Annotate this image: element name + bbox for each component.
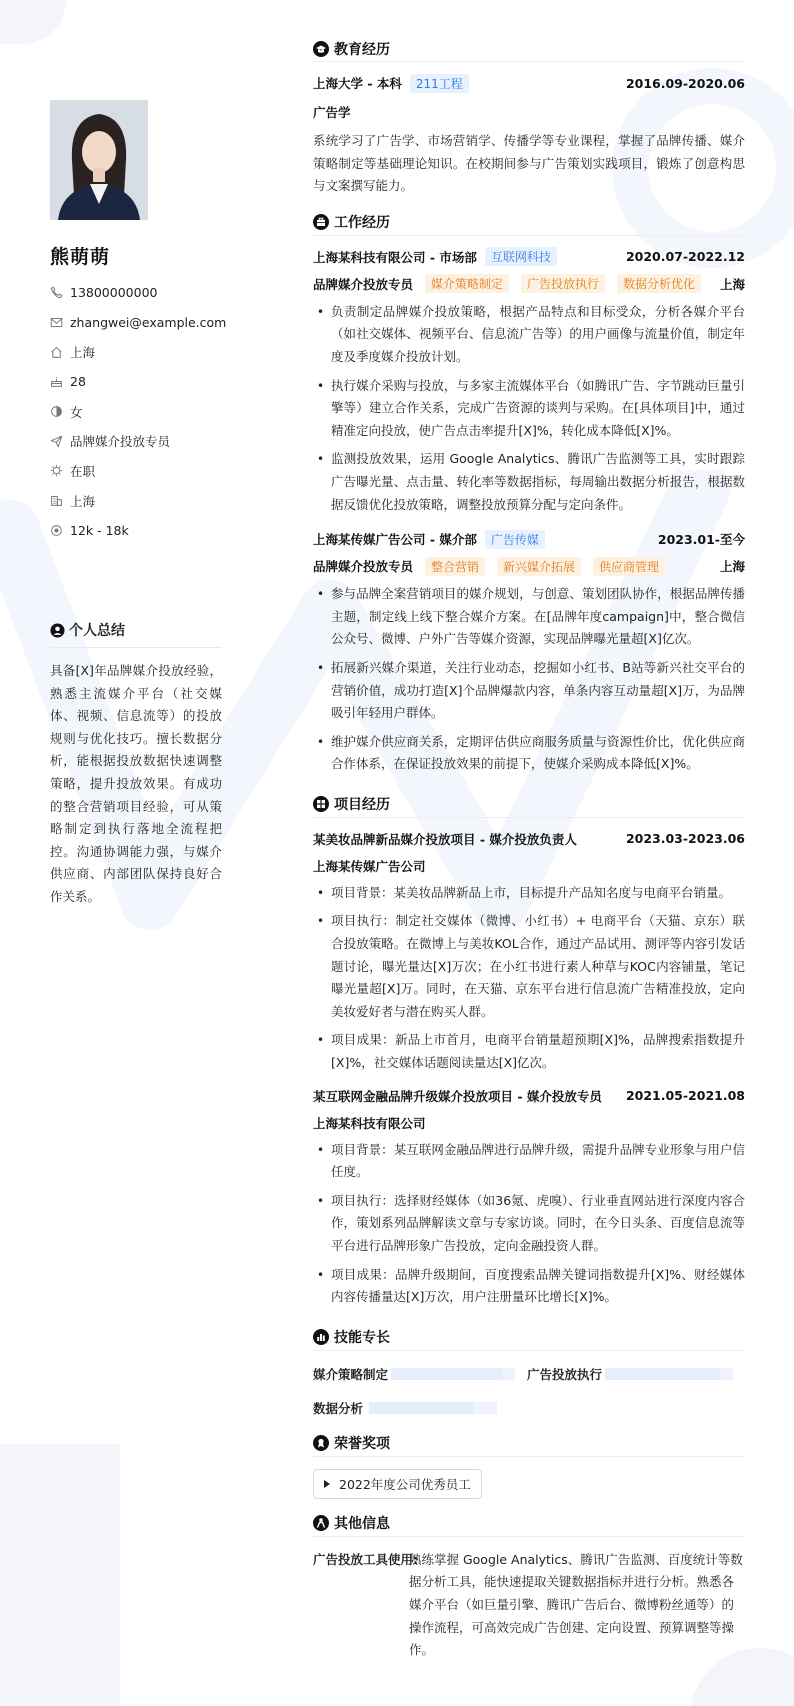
status-text: 在职 — [70, 463, 96, 479]
graduation-cap-icon — [313, 41, 329, 57]
company-tag: 广告传媒 — [485, 530, 545, 549]
education-row — [313, 72, 745, 94]
education-section — [313, 38, 745, 198]
info-city — [50, 486, 222, 516]
school-tag: 211工程 — [410, 74, 469, 93]
role-name: 品牌媒介投放专员 — [313, 276, 414, 292]
work-city: 上海 — [719, 559, 745, 575]
list-item: • 项目背景：某美妆品牌新品上市，目标提升产品知名度与电商平台销量。 — [313, 882, 745, 905]
other-label: 广告投放工具使用: — [313, 1551, 418, 1567]
project-bullets — [313, 1139, 745, 1309]
work-bullets — [313, 583, 745, 776]
list-item: • 监测投放效果，运用 Google Analytics、腾讯广告监测等工具，实时跟踪广告曝光量、点击量、转化率等数据指标，每周输出数据分析报告，根据数据反馈优化投放策略，调整投放预算分配与定向条件。 — [313, 448, 745, 516]
cake-icon — [50, 375, 63, 388]
work-heading — [313, 212, 745, 236]
salary-icon — [50, 524, 63, 537]
work-date: 2023.01-至今 — [657, 532, 745, 548]
job-target-text: 品牌媒介投放专员 — [70, 434, 171, 450]
info-gender — [50, 397, 222, 427]
work-date: 2020.07-2022.12 — [625, 249, 745, 265]
bar-chart-icon — [313, 1329, 329, 1345]
school-name: 上海大学 - 本科 — [313, 76, 402, 91]
work-role-row — [313, 273, 745, 295]
awards-section — [313, 1433, 745, 1499]
list-item: • 拓展新兴媒介渠道，关注行业动态，挖掘如小红书、B站等新兴社交平台的营销价值，成功打造[X]个品牌爆款内容，单条内容互动量超[X]万，为品牌吸引年轻用户群体。 — [313, 657, 745, 725]
project-row — [313, 1085, 745, 1107]
skills-section — [313, 1327, 745, 1419]
projects-section — [313, 794, 745, 1309]
skills-heading — [313, 1327, 745, 1351]
education-heading — [313, 38, 745, 62]
skills-row — [313, 1397, 745, 1419]
other-section — [313, 1513, 745, 1662]
other-heading — [313, 1513, 745, 1537]
skill-tag: 整合营销 — [425, 557, 485, 576]
company-name: 上海某传媒广告公司 - 媒介部 — [313, 532, 477, 548]
user-icon — [50, 623, 65, 638]
other-row — [313, 1549, 745, 1662]
awards-title: 荣誉奖项 — [334, 1436, 390, 1453]
project-row — [313, 828, 745, 850]
skills-row — [313, 1363, 745, 1385]
work-company-row — [313, 246, 745, 268]
list-item: • 项目成果：品牌升级期间，百度搜索品牌关键词指数提升[X]%、财经媒体内容传播量达[X]万次，用户注册量环比增长[X]%。 — [313, 1264, 745, 1309]
person-icon — [313, 1515, 329, 1531]
skill-name: 广告投放执行 — [527, 1366, 603, 1382]
company-name: 上海某科技有限公司 - 市场部 — [313, 249, 477, 265]
list-item: • 项目背景：某互联网金融品牌进行品牌升级，需提升品牌专业形象与用户信任度。 — [313, 1139, 745, 1184]
phone-icon — [50, 286, 63, 299]
briefcase-icon — [313, 214, 329, 230]
salary-text: 12k - 18k — [70, 522, 129, 538]
work-bullets — [313, 301, 745, 516]
award-item[interactable] — [313, 1469, 482, 1499]
project-org: 上海某传媒广告公司 — [313, 858, 426, 874]
work-role-row — [313, 555, 745, 577]
gender-text: 女 — [70, 404, 83, 420]
location-text: 上海 — [70, 345, 96, 361]
work-company-row — [313, 528, 745, 550]
award-icon — [313, 1435, 329, 1451]
awards-heading — [313, 1433, 745, 1457]
list-item: • 负责制定品牌媒介投放策略，根据产品特点和目标受众，分析各媒介平台（如社交媒体、视频平台、信息流广告等）的用户画像与流量价值，制定年度及季度媒介投放计划。 — [313, 301, 745, 369]
triangle-right-icon — [324, 1480, 330, 1488]
list-item: • 维护媒介供应商关系，定期评估供应商服务质量与资源性价比，优化供应商合作体系，在保证投放效果的前提下，使媒介采购成本降低[X]%。 — [313, 731, 745, 776]
list-item: • 参与品牌全案营销项目的媒介规划，与创意、策划团队协作，根据品牌传播主题，制定线上线下整合媒介方案。在[品牌年度campaign]中，整合微信公众号、微博、户外广告等媒介资源，实现品牌曝光量超[X]亿次。 — [313, 583, 745, 651]
phone-text: 13800000000 — [70, 285, 158, 301]
background-decoration — [0, 0, 66, 44]
skill-name: 数据分析 — [313, 1400, 364, 1416]
work-section — [313, 212, 745, 776]
project-name: 某美妆品牌新品媒介投放项目 - 媒介投放负责人 — [313, 831, 577, 847]
education-title: 教育经历 — [334, 41, 390, 58]
avatar — [50, 100, 148, 220]
skill-name: 媒介策略制定 — [313, 1366, 389, 1382]
skill-level-bar — [605, 1368, 733, 1380]
projects-heading — [313, 794, 745, 818]
skill-item — [313, 1399, 527, 1417]
list-item: • 项目执行：制定社交媒体（微博、小红书）+ 电商平台（天猫、京东）联合投放策略。在微博上与美妆KOL合作，通过产品试用、测评等内容引发话题讨论，曝光量达[X]万次；在小红书进行素人种草与KOC内容铺量，笔记曝光量超[X]万。同时，在天猫、京东平台进行信息流广告精准投放，定向美妆爱好者与潜在购买人群。 — [313, 910, 745, 1023]
education-desc: 系统学习了广告学、市场营销学、传播学等专业课程，掌握了品牌传播、媒介策略制定等基础理论知识。在校期间参与广告策划实践项目，锻炼了创意构思与文案撰写能力。 — [313, 133, 745, 194]
skill-tag: 广告投放执行 — [521, 274, 605, 293]
summary-heading — [50, 620, 222, 648]
sidebar — [50, 100, 227, 904]
skill-level-fill — [369, 1402, 474, 1414]
info-email — [50, 308, 227, 338]
home-icon — [50, 346, 63, 359]
info-location — [50, 337, 222, 367]
status-icon — [50, 464, 63, 477]
gender-icon — [50, 405, 63, 418]
info-age — [50, 367, 222, 397]
project-item — [313, 1085, 745, 1309]
skill-tag: 新兴媒介拓展 — [497, 557, 581, 576]
skill-level-fill — [391, 1368, 503, 1380]
summary-title: 个人总结 — [69, 623, 125, 639]
grid-icon — [313, 796, 329, 812]
info-status — [50, 456, 222, 486]
project-date: 2023.03-2023.06 — [625, 831, 745, 847]
list-item: • 项目成果：新品上市首月，电商平台销量超预期[X]%，品牌搜索指数提升[X]%，社交媒体话题阅读量达[X]亿次。 — [313, 1029, 745, 1074]
contact-info — [50, 278, 227, 545]
main-content — [313, 38, 745, 1662]
other-text: 熟练掌握 Google Analytics、腾讯广告监测、百度统计等数据分析工具，能快速提取关键数据指标并进行分析。熟悉各媒介平台（如巨量引擎、腾讯广告后台、微博粉丝通等）的操作流程，可高效完成广告创建、定向设置、预算调整等操作。 — [409, 1551, 743, 1658]
info-phone — [50, 278, 222, 308]
work-item — [313, 246, 745, 516]
list-item: • 项目执行：选择财经媒体（如36氪、虎嗅）、行业垂直网站进行深度内容合作，策划系列品牌解读文章与专家访谈。同时，在今日头条、百度信息流等平台进行品牌形象广告投放，定向金融投资人群。 — [313, 1190, 745, 1258]
skills-title: 技能专长 — [334, 1330, 390, 1347]
send-icon — [50, 435, 63, 448]
skill-tag: 媒介策略制定 — [425, 274, 509, 293]
project-date: 2021.05-2021.08 — [625, 1088, 745, 1104]
skill-level-bar — [391, 1368, 515, 1380]
company-tag: 互联网科技 — [485, 247, 557, 266]
award-label: 2022年度公司优秀员工 — [339, 1476, 471, 1492]
work-title: 工作经历 — [334, 215, 390, 232]
project-name: 某互联网金融品牌升级媒介投放项目 - 媒介投放专员 — [313, 1088, 602, 1104]
projects-title: 项目经历 — [334, 797, 390, 814]
background-decoration — [0, 1444, 120, 1706]
work-city: 上海 — [719, 276, 745, 292]
project-item — [313, 828, 745, 1075]
summary-text: 具备[X]年品牌媒介投放经验，熟悉主流媒介平台（社交媒体、视频、信息流等）的投放规则与优化技巧。擅长数据分析，能根据投放数据快速调整策略，提升投放效果。有成功的整合营销项目经验，可从策略制定到执行落地全流程把控。沟通协调能力强，与媒介供应商、内部团队保持良好合作关系。 — [50, 663, 222, 904]
skill-item — [527, 1365, 741, 1383]
building-icon — [50, 494, 63, 507]
skill-level-bar — [369, 1402, 497, 1414]
info-salary — [50, 516, 222, 546]
skill-level-fill — [605, 1368, 720, 1380]
list-item: • 执行媒介采购与投放，与多家主流媒体平台（如腾讯广告、字节跳动巨量引擎等）建立合作关系，完成广告资源的谈判与采购。在[具体项目]中，通过精准定向投放，使广告点击率提升[X]%，转化成本降低[X]%。 — [313, 375, 745, 443]
candidate-name: 熊萌萌 — [50, 246, 111, 268]
summary-section — [50, 620, 222, 909]
age-text: 28 — [70, 374, 86, 390]
education-date: 2016.09-2020.06 — [625, 75, 745, 91]
other-title: 其他信息 — [334, 1516, 390, 1533]
skill-item — [313, 1365, 527, 1383]
email-text: zhangwei@example.com — [70, 315, 227, 331]
major-name: 广告学 — [313, 105, 351, 120]
role-name: 品牌媒介投放专员 — [313, 559, 414, 575]
city-text: 上海 — [70, 493, 96, 509]
skill-tag: 供应商管理 — [593, 557, 665, 576]
skill-tag: 数据分析优化 — [617, 274, 701, 293]
project-bullets — [313, 882, 745, 1075]
project-org: 上海某科技有限公司 — [313, 1115, 426, 1131]
work-item — [313, 528, 745, 776]
mail-icon — [50, 316, 63, 329]
info-job-target — [50, 426, 222, 456]
